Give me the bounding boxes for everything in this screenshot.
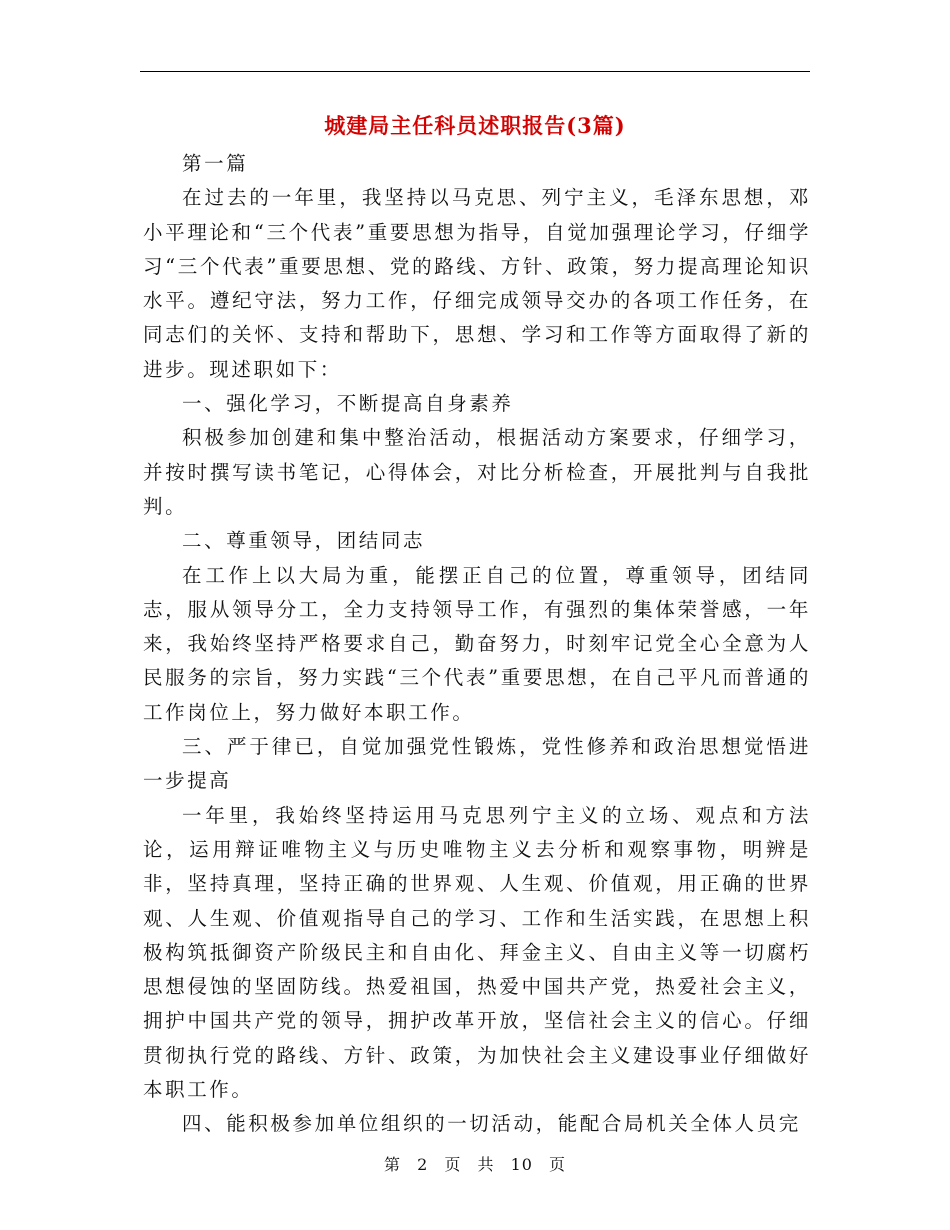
section-heading: 二、尊重领导，团结同志 bbox=[182, 529, 426, 553]
footer-page-label: 第 bbox=[383, 1155, 401, 1174]
paragraph: 在工作上以大局为重，能摆正自己的位置，尊重领导，团结同志，服从领导分工，全力支持领导工作，有强烈的集体荣誉感，一年来，我始终坚持严格要求自己，勤奋努力，时刻牢记党全心全意为人民服务的宗旨，努力实践“三个代表”重要思想，在自己平凡而普通的工作岗位上，努力做好本职工作。 bbox=[143, 563, 811, 724]
document-body bbox=[143, 147, 811, 1142]
section-heading: 一、强化学习，不断提高自身素养 bbox=[182, 392, 514, 416]
section-heading: 三、严于律已，自觉加强党性锻炼，党性修养和政治思想觉悟进一步提高 bbox=[143, 735, 811, 793]
footer-total-pages: 10 bbox=[510, 1155, 533, 1174]
page-footer bbox=[0, 1152, 950, 1175]
footer-page-number: 2 bbox=[417, 1155, 429, 1174]
document-title: 城建局主任科员述职报告(3篇) bbox=[324, 113, 626, 138]
paragraph: 积极参加创建和集中整治活动，根据活动方案要求，仔细学习，并按时撰写读书笔记，心得体会，对比分析检查，开展批判与自我批判。 bbox=[143, 426, 811, 518]
header-rule bbox=[140, 71, 810, 72]
paragraph: 一年里，我始终坚持运用马克思列宁主义的立场、观点和方法论，运用辩证唯物主义与历史唯物主义去分析和观察事物，明辨是非，坚持真理，坚持正确的世界观、人生观、价值观，用正确的世界观、人生观、价值观指导自己的学习、工作和生活实践，在思想上积极构筑抵御资产阶级民主和自由化、拜金主义、自由主义等一切腐朽思想侵蚀的坚固防线。热爱祖国，热爱中国共产党，热爱社会主义，拥护中国共产党的领导，拥护改革开放，坚信社会主义的信心。仔细贯彻执行党的路线、方针、政策，为加快社会主义建设事业仔细做好本职工作。 bbox=[143, 803, 811, 1102]
section-heading: 四、能积极参加单位组织的一切活动，能配合局机关全体人员完 bbox=[182, 1112, 801, 1136]
section-heading: 第一篇 bbox=[182, 152, 249, 175]
footer-page-unit: 页 bbox=[444, 1155, 462, 1174]
footer-total-unit: 页 bbox=[549, 1155, 567, 1174]
footer-total-label: 共 bbox=[477, 1155, 495, 1174]
paragraph: 在过去的一年里，我坚持以马克思、列宁主义，毛泽东思想，邓小平理论和“三个代表”重要思想为指导，自觉加强理论学习，仔细学习“三个代表”重要思想、党的路线、方针、政策，努力提高理论知识水平。遵纪守法，努力工作，仔细完成领导交办的各项工作任务，在同志们的关怀、支持和帮助下，思想、学习和工作等方面取得了新的进步。现述职如下： bbox=[143, 186, 811, 381]
